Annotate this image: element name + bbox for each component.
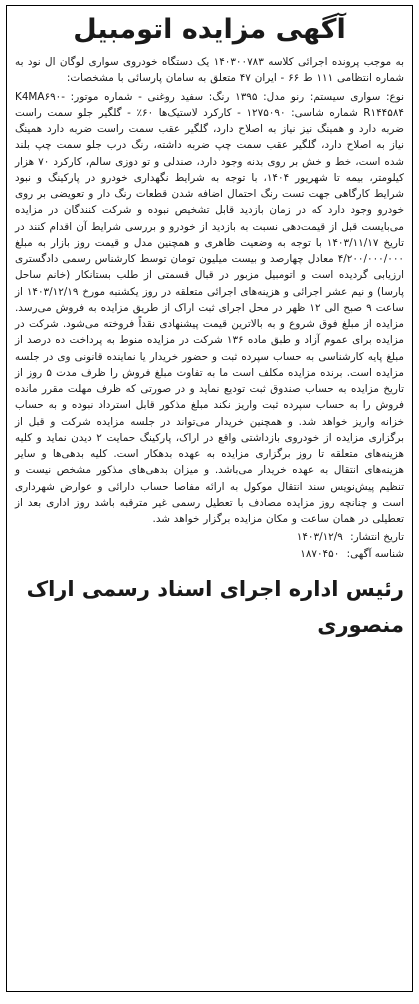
notice-id-line: [15, 546, 404, 563]
publish-date-label: تاریخ انتشار:: [350, 531, 404, 544]
auction-notice: [6, 5, 413, 992]
signature-block: [15, 573, 404, 641]
signature-title: رئیس اداره اجرای اسناد رسمی اراک: [26, 577, 404, 602]
notice-body-paragraph: نوع: سواری سیستم: رنو مدل: ۱۳۹۵ رنگ: سفید روغنی - شماره موتور: K4MA۶۹۰-R۱۴۴۵۸۴ شماره شاسی: ۱۲۷۵۰۹۰ - کارکرد لاستیک‌ها ۶۰٪ - گلگیر جلو سمت راست ضربه دارد و همینگ نیز نیاز به اصلاح دارد، گلگیر عقب سمت راست ضربه دارد همینگ نیاز به اصلاح دارد، گلگیر عقب سمت چپ ضربه داشته، رنگ درب جلو سمت چپ بلند شده است، خط و خش بر روی بدنه وجود دارد، صندلی و تو دوزی سالم، کارکرد ۷۰ هزار کیلومتر، بیمه تا شهریور ۱۴۰۴، با توجه به شرایط نگهداری خودرو در پارکینگ و نبود شرایط کارگاهی جهت تست رنگ احتمال اضافه شدن قطعات رنگ دار و تعویضی بر روی خودرو وجود دارد که در زمان بازدید قابل تشخیص نبوده و شرکت کنندگان در مزایده می‌بایست قبل از قیمت‌دهی نسبت به بازدید از خودرو و بررسی شرایط آن اقدام کنند در تاریخ ۱۴۰۳/۱۱/۱۷ با توجه به وضعیت ظاهری و همچنین مدل و قیمت روز بازار به مبلغ ۴/۲۰۰/۰۰۰/۰۰۰ معادل چهارصد و بیست میلیون تومان توسط کارشناس رسمی دادگستری ارزیابی گردیده است و اتومبیل مزبور در قبال قسمتی از طلب بستانکار (خانم ساحل پارسا) و نیم عشر اجرائی و هزینه‌های اجرائی متعلقه در روز یکشنبه مورخ ۱۴۰۳/۱۲/۱۹ از ساعت ۹ صبح الی ۱۲ ظهر در محل اجرای ثبت اراک از طریق مزایده به فروش می‌رسد. مزایده از مبلغ فوق شروع و به بالاترین قیمت پیشنهادی نقداً فروخته می‌شود. شرکت در مزایده برای عموم آزاد و طبق ماده ۱۳۶ شرکت در مزایده منوط به پرداخت ده درصد از مبلغ پایه کارشناسی به حساب سپرده ثبت و حضور خریدار یا نماینده قانونی وی در جلسه مزایده است. برنده مزایده مکلف است ما به تفاوت مبلغ فروش را ظرف مدت ۵ روز از تاریخ مزایده به حساب صندوق ثبت تودیع نماید و در صورتی که ظرف مهلت مقرر مانده فروش را به حساب سپرده ثبت واریز نکند مبلغ مذکور قابل استرداد نبوده و به حساب خزانه واریز خواهد شد. و همچنین خریدار می‌تواند در جلسه مزایده شرکت و قبل از برگزاری مزایده از خودروی بازداشتی واقع در اراک، پارکینگ حمایت ۲ دیدن نماید و کلیه هزینه‌های متعلقه تا روز برگزاری مزایده به عهده بدهکار است. کلیه بدهی‌ها و سایر هزینه‌های انتقال به عهده خریدار می‌باشد. و میزان بدهی‌های مذکور مشخص نیست و تنظیم پیش‌نویس سند انتقال موکول به ارائه مفاصا حساب دارائی و عوارض شهرداری است و چنانچه روز مزایده مصادف با تعطیل رسمی غیر مترقبه باشد روز اداری بعد از تعطیلی در همان ساعت و مکان مزایده برگزار خواهد شد.: [15, 90, 404, 525]
signature-name: منصوری: [317, 613, 404, 638]
notice-title: آگهی مزایده اتومبیل: [73, 14, 346, 45]
publish-date-value: ۱۴۰۳/۱۲/۹: [296, 531, 343, 544]
notice-intro-paragraph: به موجب پرونده اجرائی کلاسه ۱۴۰۳۰۰۷۸۳ یک دستگاه خودروی سواری لوگان ال نود به شماره انتظامی ۱۱۱ ط ۶۶ - ایران ۴۷ متعلق به سامان پارسائی با مشخصات:: [15, 56, 404, 85]
notice-id-label: شناسه آگهی:: [346, 548, 404, 561]
notice-id-value: ۱۸۷۰۴۵۰: [300, 548, 340, 561]
publish-date-line: [15, 529, 404, 546]
